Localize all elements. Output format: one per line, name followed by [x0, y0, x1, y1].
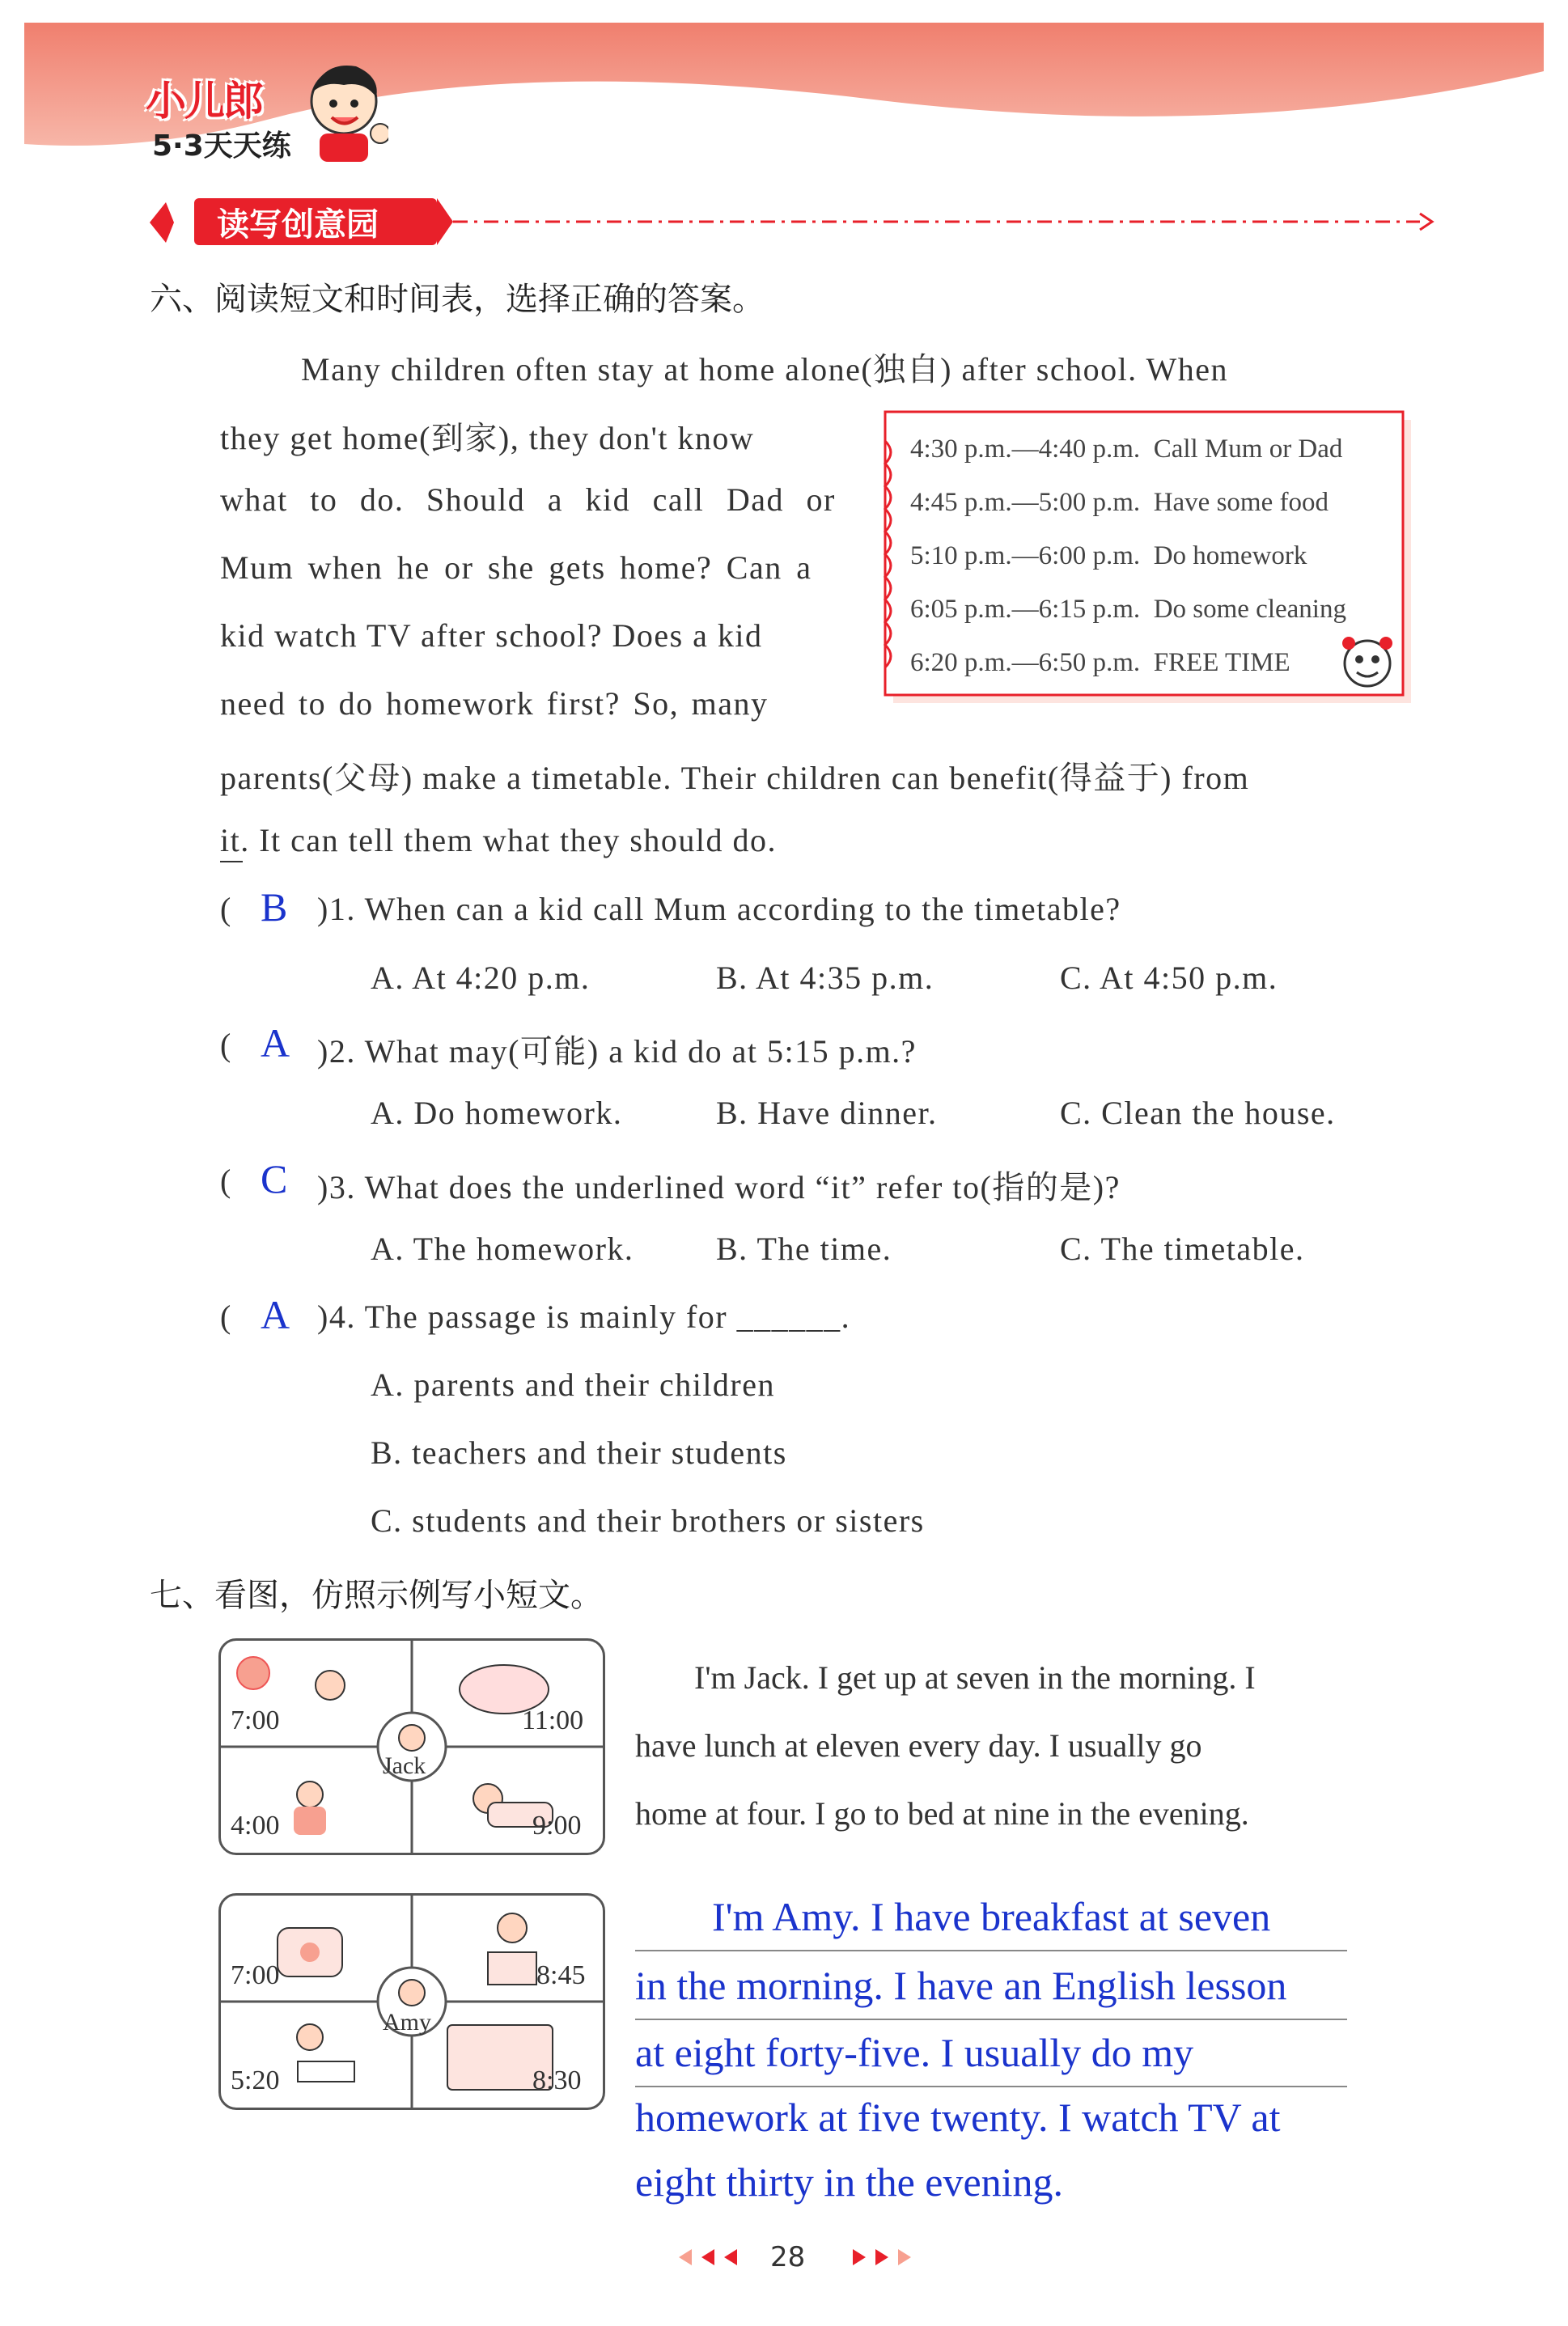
panel-time: 11:00 — [522, 1705, 584, 1735]
answer-text-line: eight thirty in the evening. — [635, 2159, 1064, 2205]
panel-time: 8:30 — [532, 2065, 582, 2095]
option: A. The homework. — [371, 1231, 634, 1267]
option: C. The timetable. — [1060, 1231, 1305, 1267]
next-arrows-icon — [841, 2245, 922, 2269]
answer-1: B — [261, 884, 288, 930]
example-text-line: home at four. I go to bed at nine in the evening. — [635, 1795, 1249, 1832]
option: A. parents and their children — [371, 1366, 776, 1403]
panel-time: 7:00 — [231, 1960, 280, 1990]
passage-line: Mum when he or she gets home? Can a — [220, 549, 812, 586]
option: A. At 4:20 p.m. — [371, 960, 591, 996]
timetable-row: 6:05 p.m.—6:15 p.m. Do some cleaning — [910, 595, 1346, 624]
question-stem: )2. What may(可能) a kid do at 5:15 p.m.? — [317, 1033, 917, 1070]
example-text-line: have lunch at eleven every day. I usually go — [635, 1727, 1202, 1764]
open-paren: ( — [220, 1027, 231, 1063]
option: A. Do homework. — [371, 1095, 623, 1131]
timetable-row: 5:10 p.m.—6:00 p.m. Do homework — [910, 541, 1307, 570]
panel-time: 5:20 — [231, 2065, 280, 2095]
writing-rule — [635, 2019, 1347, 2020]
page-number: 28 — [770, 2241, 806, 2273]
option: B. The time. — [716, 1231, 892, 1267]
writing-rule — [635, 2086, 1347, 2087]
passage-line: it. It can tell them what they should do. — [220, 822, 778, 858]
mascot-boy-icon — [299, 57, 388, 162]
panel-name: Jack — [383, 1752, 426, 1779]
brand-logo: 小儿郎 — [146, 78, 262, 125]
question-stem: )3. What does the underlined word “it” refer to(指的是)? — [317, 1169, 1121, 1205]
passage-line: what to do. Should a kid call Dad or — [220, 481, 836, 518]
option: C. At 4:50 p.m. — [1060, 960, 1278, 996]
panel-time: 8:45 — [536, 1960, 586, 1990]
section-title: 读写创意园 — [217, 206, 379, 244]
answer-3: C — [261, 1156, 288, 1201]
option: C. students and their brothers or sisters — [371, 1502, 925, 1539]
timetable-row: 6:20 p.m.—6:50 p.m. FREE TIME — [910, 648, 1290, 677]
question-seven-heading: 七、看图，仿照示例写小短文。 — [150, 1577, 603, 1614]
panel-name: Amy — [383, 2009, 431, 2036]
option: C. Clean the house. — [1060, 1095, 1336, 1131]
passage-line: need to do homework first? So, many — [220, 685, 769, 722]
panel-time: 4:00 — [231, 1811, 280, 1841]
answer-text-line: I'm Amy. I have breakfast at seven — [712, 1894, 1271, 1939]
passage-line: they get home(到家), they don't know — [220, 420, 755, 456]
answer-4: A — [261, 1292, 290, 1337]
panel-time: 9:00 — [532, 1811, 582, 1841]
brand-subtitle: 5·3天天练 — [152, 129, 291, 163]
option: B. teachers and their students — [371, 1434, 787, 1471]
answer-text-line: in the morning. I have an English lesson — [635, 1963, 1287, 2008]
panel-time: 7:00 — [231, 1705, 280, 1735]
timetable-row: 4:45 p.m.—5:00 p.m. Have some food — [910, 488, 1329, 517]
question-stem: )4. The passage is mainly for ______. — [317, 1299, 851, 1335]
open-paren: ( — [220, 891, 231, 927]
question-stem: )1. When can a kid call Mum according to the timetable? — [317, 891, 1121, 927]
option: B. At 4:35 p.m. — [716, 960, 934, 996]
prev-arrows-icon — [667, 2245, 748, 2269]
passage-line: kid watch TV after school? Does a kid — [220, 617, 763, 654]
amy-picture-panel — [218, 1893, 605, 2110]
timetable-row: 4:30 p.m.—4:40 p.m. Call Mum or Dad — [910, 434, 1343, 464]
answer-text-line: homework at five twenty. I watch TV at — [635, 2095, 1281, 2140]
answer-2: A — [261, 1020, 290, 1066]
open-paren: ( — [220, 1163, 231, 1199]
open-paren: ( — [220, 1299, 231, 1335]
option: B. Have dinner. — [716, 1095, 938, 1131]
jack-picture-panel — [218, 1638, 605, 1855]
underline-it — [220, 861, 243, 862]
passage-line: parents(父母) make a timetable. Their children can benefit(得益于) from — [220, 760, 1250, 796]
question-six-heading: 六、阅读短文和时间表，选择正确的答案。 — [150, 281, 765, 318]
writing-rule — [635, 1950, 1347, 1951]
answer-text-line: at eight forty-five. I usually do my — [635, 2030, 1194, 2075]
passage-line: Many children often stay at home alone(独自) after school. When — [301, 351, 1228, 388]
example-text-line: I'm Jack. I get up at seven in the morning. I — [694, 1659, 1256, 1696]
